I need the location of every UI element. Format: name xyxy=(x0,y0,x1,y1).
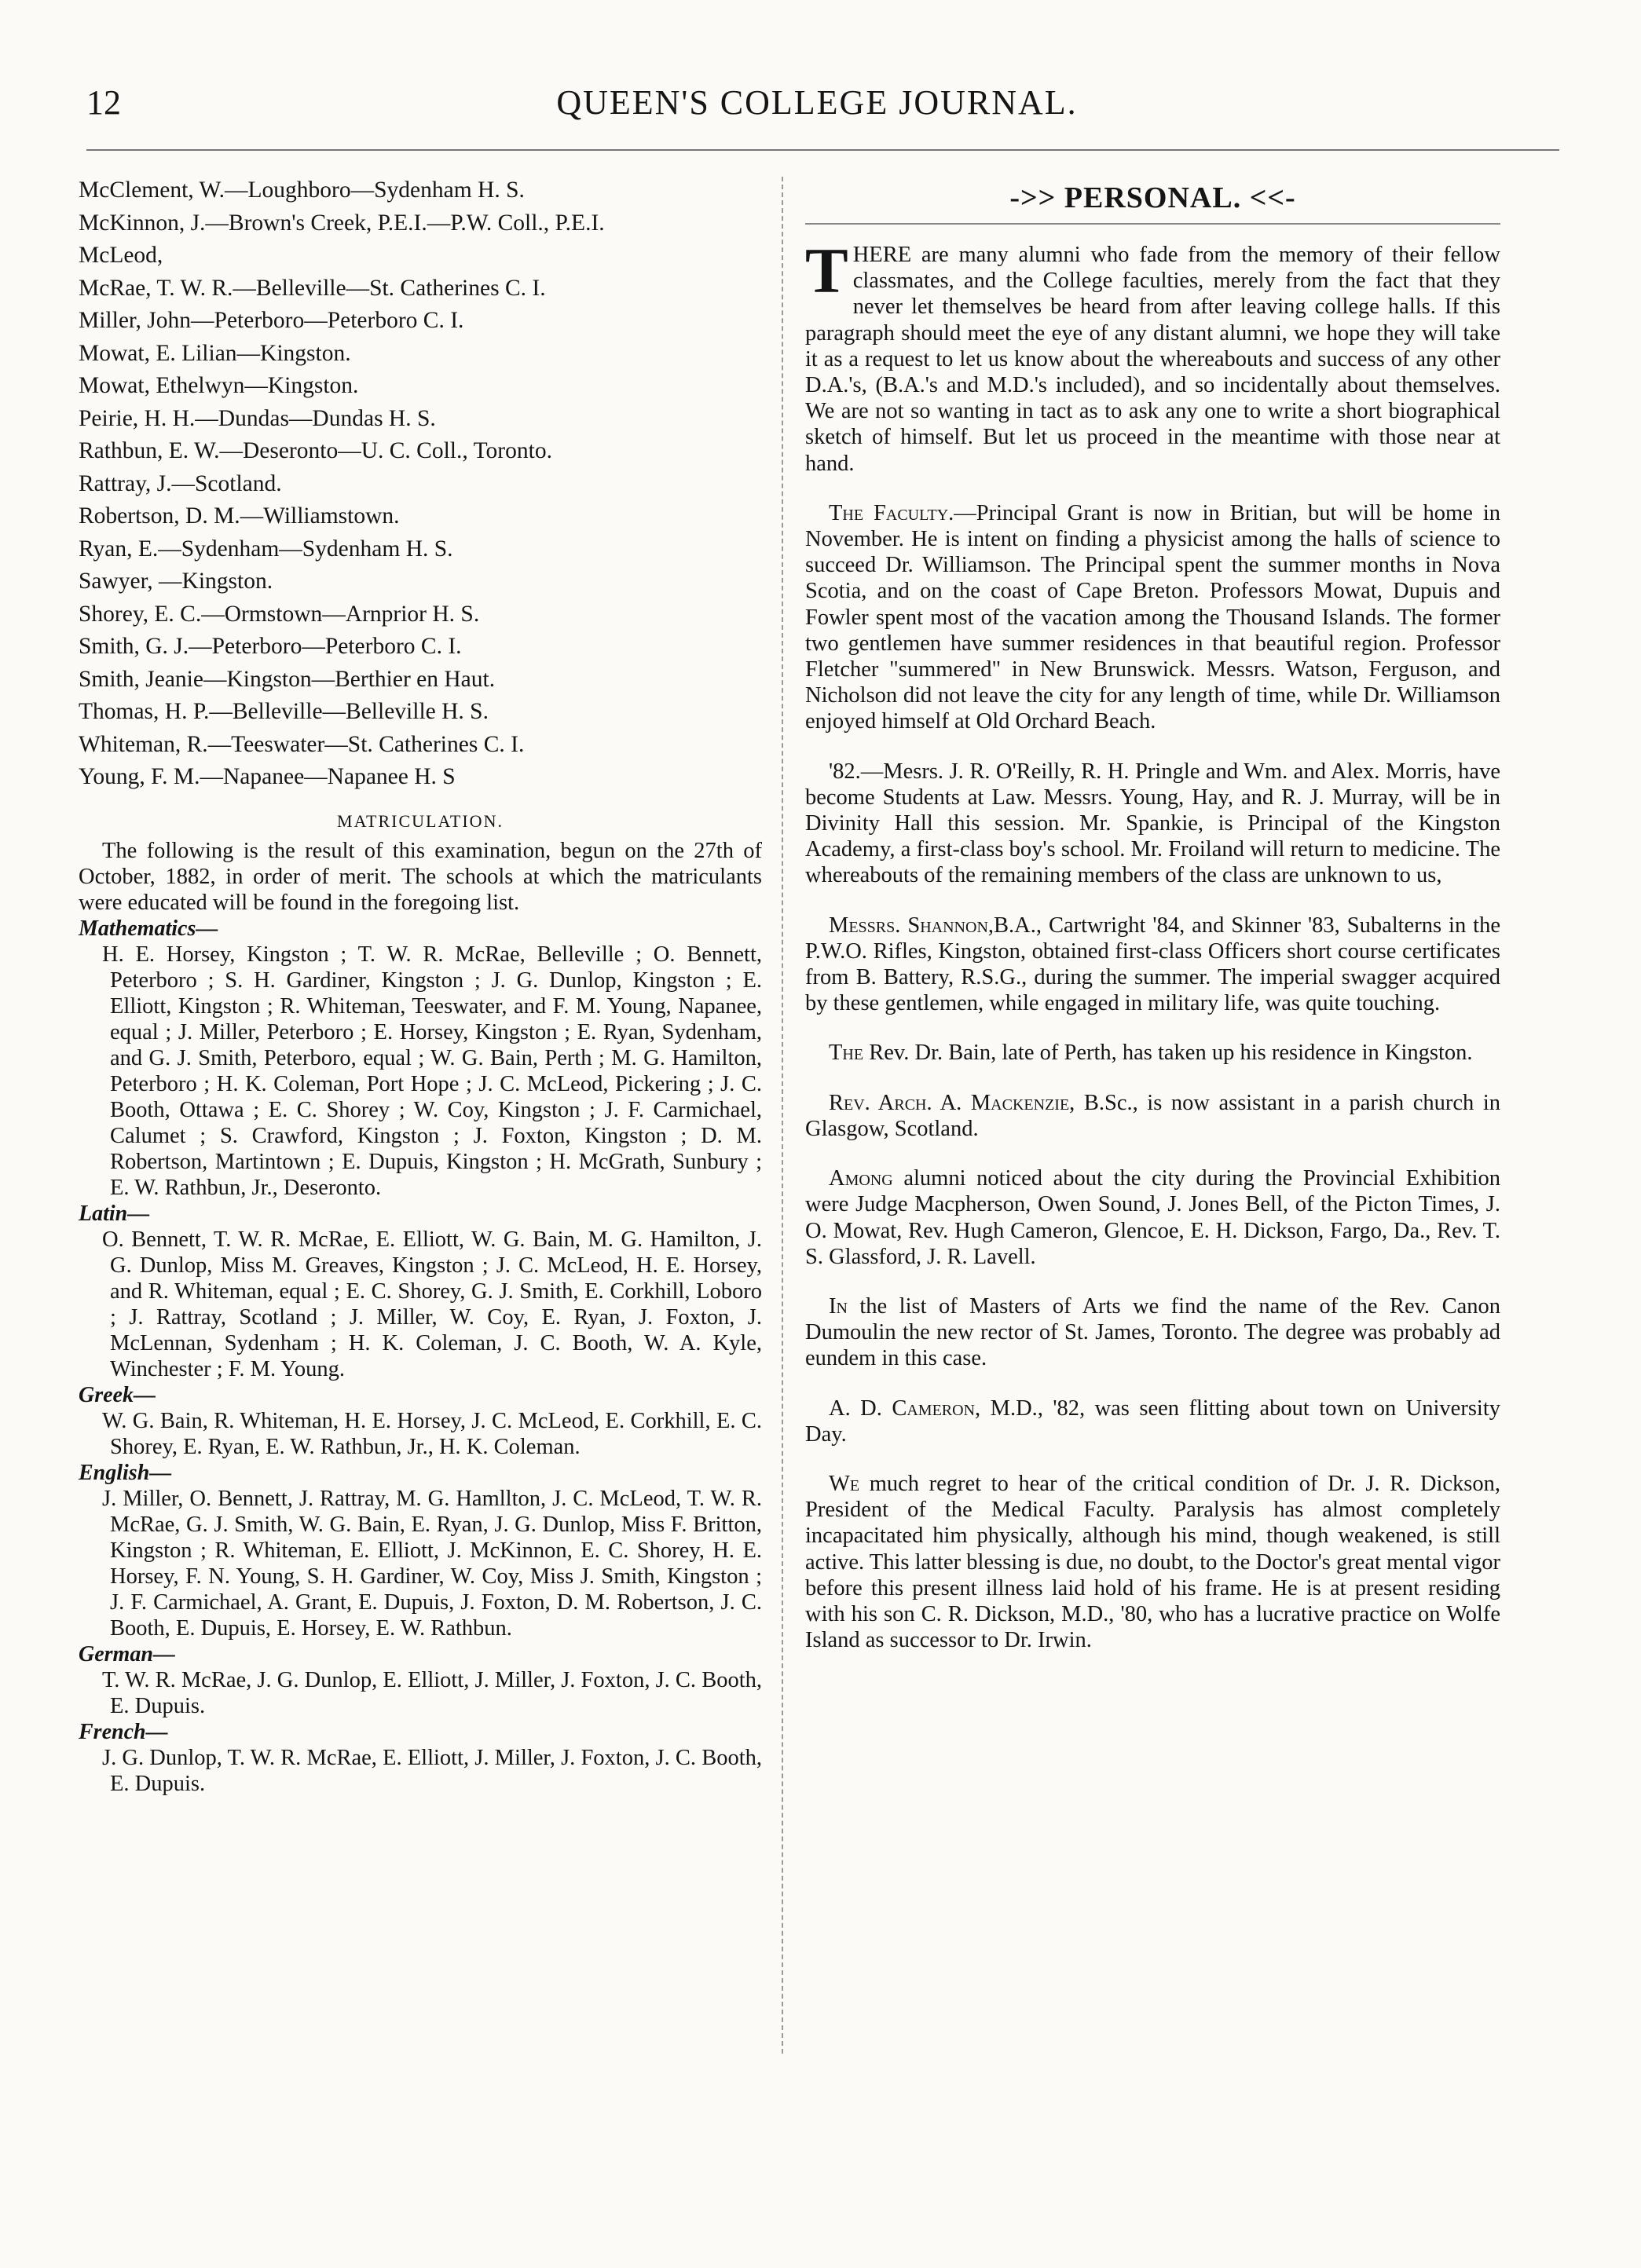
roster-entry: Whiteman, R.—Teeswater—St. Catherines C. I. xyxy=(79,731,525,757)
roster-entry: Shorey, E. C.—Ormstown—Arnprior H. S. xyxy=(79,601,480,627)
personal-rule xyxy=(805,223,1500,225)
column-divider xyxy=(782,177,783,2054)
subject-results-french: J. G. Dunlop, T. W. R. McRae, E. Elliott, J. Miller, J. Foxton, J. C. Booth, E. Dupuis. xyxy=(102,1745,762,1796)
personal-intro: THERE are many alumni who fade from the memory of their fellow classmates, and the College faculties, merely from the fact that they never let themselves be heard from after leaving college halls. If this paragraph should meet the eye of any distant alumni, we hope they will take it as a request to let us know about the whereabouts and success of any other D.A.'s, (B.A.'s and M.D.'s included), and so incidentally about themselves. We are not so wanting in tact as to ask any one to write a short biographical sketch of himself. But let us proceed in the meantime with those near at hand. xyxy=(805,235,1500,476)
subject-results-latin: O. Bennett, T. W. R. McRae, E. Elliott, W. G. Bain, M. G. Hamilton, J. G. Dunlop, Miss M. Greaves, Kingston ; J. C. McLeod, H. E. Horsey, and R. Whiteman, equal ; E. C. Shorey, G. J. Smith, E. Corkhill, Loboro ; J. Rattray, Scotland ; J. Miller, W. Coy, E. Ryan, J. Foxton, J. McLennan, Sydenham ; H. K. Coleman, J. C. Booth, W. A. Kyle, Winchester ; F. M. Young. xyxy=(102,1227,762,1381)
subject-heading-english: English— xyxy=(79,1460,172,1485)
ornament-left-icon: ->> xyxy=(1009,181,1064,214)
personal-item-rifles: Messrs. Shannon,B.A., Cartwright '84, and Skinner '83, Subalterns in the P.W.O. Rifles, Kingston, obtained first-class Officers short course certificates from B. Battery, R.S.G., during the summer. The imperial swagger acquired by these gentlemen, while engaged in military life, was quite touching. xyxy=(805,913,1500,1016)
roster-entry: Young, F. M.—Napanee—Napanee H. S xyxy=(79,764,456,789)
subject-heading-greek: Greek— xyxy=(79,1382,156,1407)
personal-item-faculty: The Faculty.—Principal Grant is now in Britian, but will be home in November. He is intent on finding a physicist among the halls of science to succeed Dr. Williamson. The Principal spent the summer months in Nova Scotia, and on the coast of Cape Breton. Professors Mowat, Dupuis and Fowler spent most of the vacation among the Thousand Islands. The former two gentlemen have summer residences in that beautiful region. Professor Fletcher "summered" in New Brunswick. Messrs. Watson, Ferguson, and Nicholson did not leave the city for any length of time, while Dr. Williamson enjoyed himself at Old Orchard Beach. xyxy=(805,500,1501,734)
personal-item-cameron: A. D. Cameron, M.D., '82, was seen flitting about town on University Day. xyxy=(805,1396,1500,1447)
subject-heading-mathematics: Mathematics— xyxy=(79,916,218,941)
roster-entry: Rattray, J.—Scotland. xyxy=(79,470,282,496)
matriculation-heading: MATRICULATION. xyxy=(337,810,504,831)
page-number: 12 xyxy=(86,83,121,122)
roster-entry: Smith, Jeanie—Kingston—Berthier en Haut. xyxy=(79,666,496,692)
roster-entry: Mowat, Ethelwyn—Kingston. xyxy=(79,373,359,398)
roster-entry: Thomas, H. P.—Belleville—Belleville H. S. xyxy=(79,699,489,724)
roster-entry: Mowat, E. Lilian—Kingston. xyxy=(79,340,351,366)
ornament-right-icon: <<- xyxy=(1241,181,1296,214)
personal-item-mackenzie: Rev. Arch. A. Mackenzie, B.Sc., is now assistant in a parish church in Glasgow, Scotland. xyxy=(805,1090,1500,1141)
roster-entry: McLeod, xyxy=(79,243,163,268)
roster-entry: Peirie, H. H.—Dundas—Dundas H. S. xyxy=(79,405,436,431)
right-column xyxy=(805,174,1500,1677)
personal-item-exhibition: Among alumni noticed about the city during the Provincial Exhibition were Judge Macpherson, Owen Sound, J. Jones Bell, of the Picton Times, J. O. Mowat, Rev. Hugh Cameron, Glencoe, E. H. Dickson, Fargo, Da., Rev. T. S. Glassford, J. R. Lavell. xyxy=(805,1166,1500,1269)
roster-entry: McKinnon, J.—Brown's Creek, P.E.I.—P.W. Coll., P.E.I. xyxy=(79,210,605,236)
roster-entry: Robertson, D. M.—Williamstown. xyxy=(79,503,400,529)
subject-heading-french: French— xyxy=(79,1719,168,1744)
page-header xyxy=(75,82,1559,137)
personal-item-bain: The Rev. Dr. Bain, late of Perth, has taken up his residence in Kingston. xyxy=(829,1041,1473,1066)
roster-entry: Rathbun, E. W.—Deseronto—U. C. Coll., Toronto. xyxy=(79,438,552,463)
subject-heading-german: German— xyxy=(79,1641,175,1666)
personal-item-dumoulin: In the list of Masters of Arts we find the name of the Rev. Canon Dumoulin the new rector of St. James, Toronto. The degree was probably ad eundem in this case. xyxy=(805,1293,1500,1371)
left-column xyxy=(79,174,762,1797)
personal-item-dickson: We much regret to hear of the critical condition of Dr. J. R. Dickson, President of the Medical Faculty. Paralysis has almost completely incapacitated him physically, although his mind, though weakened, is still active. This latter blessing is due, no doubt, to the Doctor's great mental vigor before this present illness laid hold of his frame. He is at present residing with his son C. R. Dickson, M.D., '80, who has a lucrative practice on Wolfe Island as successor to Dr. Irwin. xyxy=(805,1471,1500,1653)
roster-entry: Sawyer, —Kingston. xyxy=(79,569,273,594)
roster-entry: Smith, G. J.—Peterboro—Peterboro C. I. xyxy=(79,634,462,659)
personal-item-class-82: '82.—Mesrs. J. R. O'Reilly, R. H. Pringle and Wm. and Alex. Morris, have become Students at Law. Messrs. Young, Hay, and R. J. Murray, will be in Divinity Hall this session. Mr. Spankie, is Principal of the Kingston Academy, a first-class boy's school. Mr. Froiland will return to medicine. The whereabouts of the remaining members of the class are unknown to us, xyxy=(805,759,1500,888)
header-rule xyxy=(86,149,1559,151)
roster-entry: Miller, John—Peterboro—Peterboro C. I. xyxy=(79,308,464,333)
subject-results-greek: W. G. Bain, R. Whiteman, H. E. Horsey, J. C. McLeod, E. Corkhill, E. C. Shorey, E. Ryan, E. W. Rathbun, Jr., H. K. Coleman. xyxy=(102,1408,762,1459)
subject-results-mathematics: H. E. Horsey, Kingston ; T. W. R. McRae, Belleville ; O. Bennett, Peterboro ; S. H. Gardiner, Kingston ; J. G. Dunlop, Kingston ; E. Elliott, Kingston ; R. Whiteman, Teeswater, and F. M. Young, Napanee, equal ; J. Miller, Peterboro ; E. Horsey, Kingston ; E. Ryan, Sydenham, and G. J. Smith, Peterboro, equal ; W. G. Bain, Perth ; M. G. Hamilton, Peterboro ; H. K. Coleman, Port Hope ; J. C. McLeod, Pickering ; J. C. Booth, Ottawa ; E. C. Shorey ; W. Coy, Kingston ; J. F. Carmichael, Calumet ; S. Crawford, Kingston ; J. Foxton, Kingston ; D. M. Robertson, Martintown ; E. Dupuis, Kingston ; H. McGrath, Sunbury ; E. W. Rathbun, Jr., Deseronto. xyxy=(102,942,762,1200)
student-roster xyxy=(79,174,762,794)
roster-entry: McClement, W.—Loughboro—Sydenham H. S. xyxy=(79,177,525,203)
journal-title: QUEEN'S COLLEGE JOURNAL. xyxy=(556,83,1078,122)
roster-entry: Ryan, E.—Sydenham—Sydenham H. S. xyxy=(79,536,453,562)
roster-entry: McRae, T. W. R.—Belleville—St. Catherines C. I. xyxy=(79,275,546,301)
drop-cap: T xyxy=(805,235,848,306)
personal-heading: ->> PERSONAL. <<- xyxy=(1009,181,1296,214)
matriculation-intro: The following is the result of this examination, begun on the 27th of October, 1882, in order of merit. The schools at which the matriculants were educated will be found in the foregoing list. xyxy=(79,838,762,915)
subject-results-german: T. W. R. McRae, J. G. Dunlop, E. Elliott, J. Miller, J. Foxton, J. C. Booth, E. Dupuis. xyxy=(102,1667,762,1718)
subject-results-english: J. Miller, O. Bennett, J. Rattray, M. G. Hamllton, J. C. McLeod, T. W. R. McRae, G. J. Smith, W. G. Bain, E. Ryan, J. G. Dunlop, Miss F. Britton, Kingston ; R. Whiteman, E. Elliott, J. McKinnon, E. C. Shorey, H. E. Horsey, F. N. Young, S. H. Gardiner, W. Coy, Miss J. Smith, Kingston ; J. F. Carmichael, A. Grant, E. Dupuis, J. Foxton, D. M. Robertson, J. C. Booth, E. Dupuis, E. Horsey, E. W. Rathbun. xyxy=(102,1486,762,1641)
subject-heading-latin: Latin— xyxy=(79,1201,150,1226)
